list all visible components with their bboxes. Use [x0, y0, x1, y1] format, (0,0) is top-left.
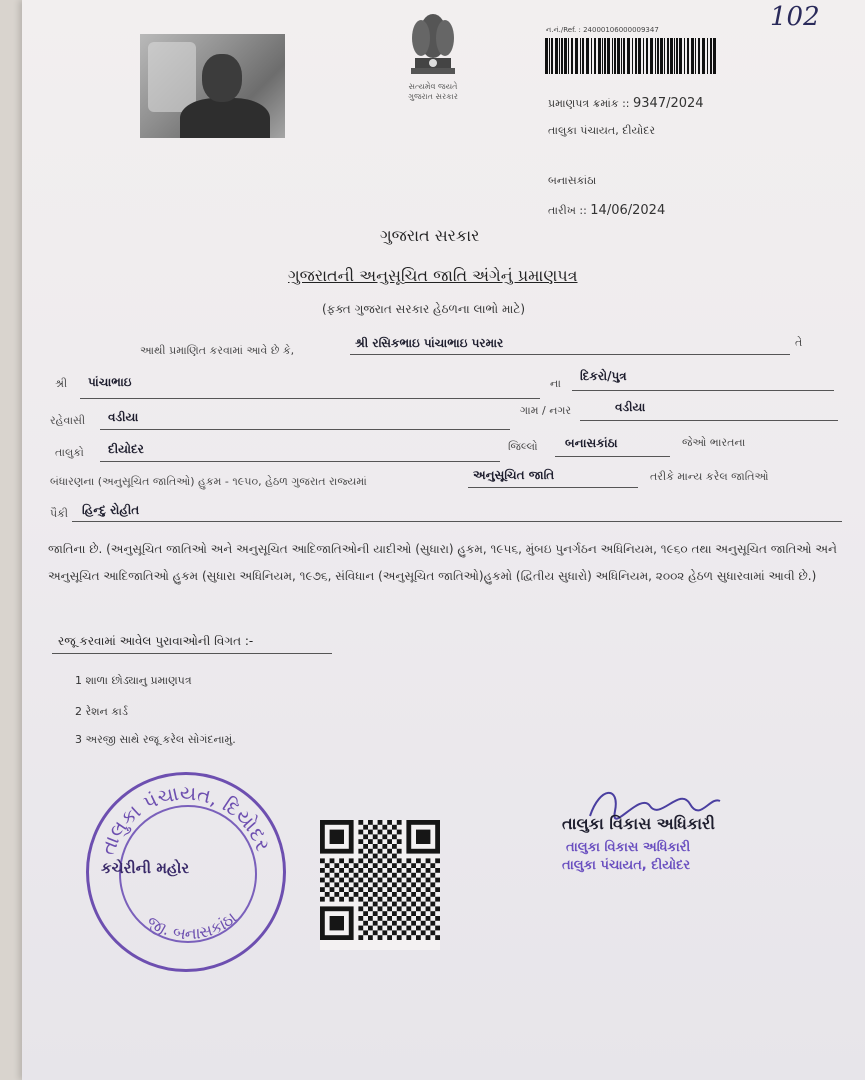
barcode-number: ન.નં./Ref. : 24000106000009347 — [546, 26, 659, 34]
signatory-title: તાલુકા વિકાસ અધિકારી — [562, 814, 715, 833]
qr-code — [320, 820, 440, 950]
certify-label: આથી પ્રમાણિત કરવામાં આવે છે કે, — [140, 344, 295, 357]
village-label: ગામ / નગર — [520, 404, 572, 417]
resident-label: રહેવાસી — [50, 414, 86, 427]
seal-center-text: કચેરીની મહોર — [101, 859, 190, 877]
evidence-item: 2 રેશન કાર્ડ — [75, 705, 128, 718]
evidence-item: 1 શાળા છોડ્યાનુ પ્રમાણપત્ર — [75, 674, 192, 687]
category-value: અનુસૂચિત જાતિ — [473, 468, 555, 482]
certificate-no: 9347/2024 — [633, 96, 704, 111]
handwritten-number: 102 — [770, 2, 820, 32]
na-label: ના — [550, 377, 561, 390]
office-name: તાલુકા પંચાયત, દીયોદર — [548, 124, 656, 137]
resident-value: વડીયા — [108, 410, 139, 424]
applicant-photo — [140, 34, 285, 138]
shri-label: શ્રી — [55, 377, 68, 390]
evidence-item: 3 અરજી સાથે રજૂ કરેલ સોગંદનામું. — [75, 733, 236, 746]
taluka-label: તાલુકો — [55, 446, 84, 459]
main-title: ગુજરાતની અનુસૂચિત જાતિ અંગેનું પ્રમાણપત્ર — [288, 266, 578, 285]
father-name: પાંચાભાઇ — [88, 375, 132, 389]
emblem-govt: ગુજરાત સરકાર — [408, 92, 458, 101]
constitution-label: બંધારણના (અનુસૂચિત જાતિઓ) હુકમ - ૧૯૫૦, હેઠળ ગુજરાત રાજ્યમાં — [50, 475, 367, 488]
caste-value: હિન્દુ રોહીત — [82, 503, 140, 517]
te-label: તે — [795, 336, 803, 349]
national-emblem — [393, 6, 473, 106]
district-label: જિલ્લો — [508, 440, 538, 453]
sub-title: (ફક્ત ગુજરાત સરકાર હેઠળના લાભો માટે) — [322, 302, 526, 316]
svg-text:તાલુકા પંચાયત, દિયોદર: તાલુકા પંચાયત, દિયોદર — [95, 780, 276, 858]
sign-stamp-line2: તાલુકા પંચાયત, દીયોદર — [562, 858, 691, 873]
date-label: તારીખ :: — [548, 204, 587, 217]
sign-stamp-line1: તાલુકા વિકાસ અધિકારી — [566, 840, 691, 855]
date-value: 14/06/2024 — [590, 203, 666, 218]
barcode — [545, 38, 717, 74]
svg-text:જી. બનાસકાંઠા: જી. બનાસકાંઠા — [143, 907, 241, 944]
caste-prefix: પૈકી — [50, 507, 69, 520]
holder-name: શ્રી રસિકભાઇ પાંચાભાઇ પરમાર — [355, 336, 504, 350]
taluka-value: દીયોદર — [108, 442, 144, 456]
date-row — [548, 203, 665, 218]
legal-paragraph: જાતિના છે. (અનુસૂચિત જાતિઓ અને અનુસૂચિત આદિજાતિઓની યાદીઓ (સુધારા) હુકમ, ૧૯૫૬, મુંબઇ પુનર્ગઠન અધિનિયમ, ૧૯૬૦ તથા અનુસૂચિત જાતિઓ અને અનુસૂચિત આદિજાતિઓ હુકમ (સુધારા અધિનિયમ, ૧૯૭૬, સંવિધાન (અનુસૂચિત જાતિઓ)હુકમો (દ્વિતીય સુધારો) અધિનિયમ, ૨૦૦૨ હેઠળ સુધારવામાં આવી છે.) — [48, 542, 837, 583]
emblem-motto: સત્યમેવ જયતે — [408, 82, 458, 91]
evidence-heading: રજૂ કરવામાં આવેલ પુરાવાઓની વિગત :- — [58, 634, 254, 648]
relation: દિકરો/પુત્ર — [580, 369, 627, 383]
certificate-no-row — [548, 96, 704, 111]
certificate-no-label: પ્રમાણપત્ર ક્રમાંક :: — [548, 97, 630, 110]
header-district: બનાસકાંઠા — [548, 174, 597, 187]
district-value: બનાસકાંઠા — [565, 436, 618, 450]
govt-title: ગુજરાત સરકાર — [380, 226, 480, 245]
which-label: જેઓ ભારતના — [682, 436, 746, 449]
village-value: વડીયા — [615, 400, 646, 414]
office-seal — [86, 772, 286, 972]
recognized-label: તરીકે માન્ય કરેલ જાતિઓ — [650, 470, 769, 483]
